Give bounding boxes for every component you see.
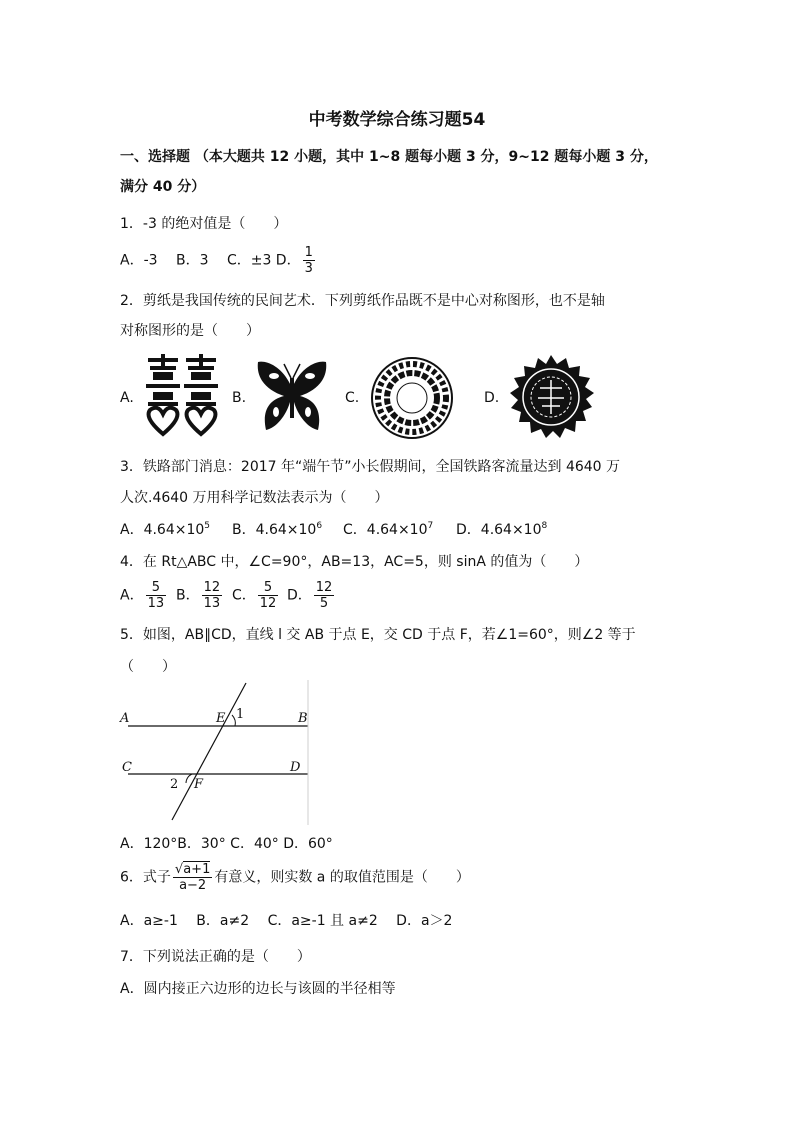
q4-option-d-den: 5	[319, 596, 329, 611]
q3-option-c	[343, 519, 433, 539]
q4-option-d-label: D．	[287, 587, 312, 604]
q6-radicand: a+1	[183, 862, 211, 877]
label-f: F	[194, 777, 204, 792]
q1-fraction-den: 3	[304, 261, 313, 276]
label-angle-2: 2	[170, 777, 179, 792]
q3-option-d-exp: 8	[541, 521, 548, 531]
q7-option-a: A．圆内接正六边形的边长与该圆的半径相等	[120, 981, 396, 997]
q6-numerator	[173, 862, 212, 878]
q4-option-a-den: 13	[147, 596, 165, 611]
q2-label-b: B.	[232, 390, 247, 406]
q3-option-a-label: A．	[120, 522, 144, 538]
q3-option-b-exp: 6	[316, 521, 323, 531]
q3-option-d-base: 4.64×10	[480, 522, 542, 538]
q3-option-c-label: C．	[343, 522, 367, 538]
sun-pattern-papercut-image	[508, 354, 594, 440]
q4-option-a-num: 5	[146, 580, 167, 596]
q1-options	[120, 245, 317, 276]
q4-option-b-den: 13	[203, 596, 221, 611]
q3-option-b	[232, 519, 322, 539]
q1-fraction-num: 1	[304, 245, 313, 260]
q4-option-c-fraction	[258, 580, 279, 611]
q3-option-b-label: B．	[232, 522, 256, 538]
q4-option-a-fraction	[146, 580, 167, 611]
label-d: D	[290, 760, 301, 775]
q2-label-d: D.	[484, 390, 500, 406]
circular-flower-papercut-image	[370, 356, 454, 440]
q2-label-a: A.	[120, 390, 134, 406]
q3-option-d	[456, 519, 547, 539]
q3-stem-line2: 人次.4640 万用科学记数法表示为（ ）	[120, 490, 389, 506]
label-b: B	[298, 711, 308, 726]
transversal-line-l	[172, 683, 246, 820]
q4-option-c-num: 5	[258, 580, 279, 596]
q5-stem-line2: （ ）	[120, 659, 176, 675]
q3-stem-line1: 3．铁路部门消息：2017 年“端午节”小长假期间，全国铁路客流量达到 4640 万	[120, 459, 621, 475]
q2-stem-line2: 对称图形的是（ ）	[120, 323, 260, 339]
angle-1-arc	[232, 715, 235, 726]
page-title: 中考数学综合练习题54	[308, 110, 486, 130]
q4-stem: 4．在 Rt△ABC 中，∠C=90°，AB=13，AC=5，则 sinA 的值为（ ）	[120, 554, 589, 570]
section-heading-line1: 一、选择题 （本大题共 12 小题，其中 1~8 题每小题 3 分，9~12 题每小题 3 分，	[120, 149, 658, 165]
q5-options: A．120°B．30° C．40° D．60°	[120, 836, 333, 852]
q4-option-c-den: 12	[259, 596, 277, 611]
q6-options: A．a≥-1 B．a≠2 C．a≥-1 且 a≠2 D．a＞2	[120, 913, 453, 929]
q4-option-d	[287, 580, 336, 611]
angle-2-arc	[186, 774, 192, 783]
q2-label-c: C.	[345, 390, 360, 406]
q4-option-d-fraction	[314, 580, 335, 611]
butterfly-papercut-image	[254, 356, 330, 436]
q4-option-b-fraction	[202, 580, 223, 611]
label-e: E	[216, 711, 226, 726]
q1-fraction	[303, 245, 315, 276]
q6-fraction	[173, 862, 212, 893]
q5-stem-line1: 5．如图，AB∥CD，直线 l 交 AB 于点 E，交 CD 于点 F，若∠1=60°，则∠2 等于	[120, 627, 636, 643]
q3-option-a-base: 4.64×10	[143, 522, 205, 538]
q6-denominator: a−2	[179, 878, 207, 893]
q1-stem: 1．-3 的绝对值是（ ）	[120, 216, 288, 232]
q3-option-d-label: D．	[456, 522, 481, 538]
q4-option-c	[232, 580, 280, 611]
q1-options-text: A．-3 B．3 C．±3 D．	[120, 252, 301, 269]
label-c: C	[122, 760, 132, 775]
section-heading-line2: 满分 40 分）	[120, 179, 206, 195]
q4-option-b	[176, 580, 224, 611]
q3-option-c-exp: 7	[427, 521, 434, 531]
q6-stem	[120, 862, 470, 893]
label-angle-1: 1	[236, 707, 245, 722]
double-happiness-papercut-image	[144, 352, 220, 438]
q3-option-b-base: 4.64×10	[255, 522, 317, 538]
q3-option-c-base: 4.64×10	[366, 522, 428, 538]
q4-option-d-num: 12	[315, 580, 333, 595]
q7-stem: 7．下列说法正确的是（ ）	[120, 949, 311, 965]
q3-option-a	[120, 519, 210, 539]
q4-option-b-label: B．	[176, 587, 200, 604]
q4-option-b-num: 12	[203, 580, 221, 595]
q6-post: 有意义，则实数 a 的取值范围是（ ）	[214, 869, 470, 886]
q2-stem-line1: 2．剪纸是我国传统的民间艺术．下列剪纸作品既不是中心对称图形，也不是轴	[120, 293, 605, 309]
q4-option-a-label: A．	[120, 587, 144, 604]
label-a: A	[120, 711, 130, 726]
q4-option-a	[120, 580, 168, 611]
sqrt-symbol: √	[174, 862, 184, 877]
q6-pre: 6．式子	[120, 869, 171, 886]
q4-option-c-label: C．	[232, 587, 256, 604]
q3-option-a-exp: 5	[204, 521, 211, 531]
parallel-lines-figure	[116, 680, 316, 825]
